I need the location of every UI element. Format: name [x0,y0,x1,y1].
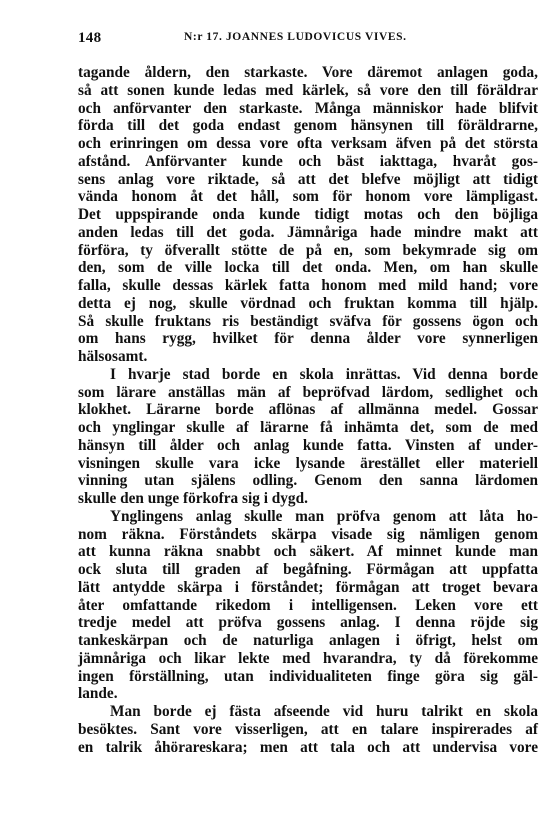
text-line: förföra, ty öfverallt stötte de på en, som bekymrade sig om [78,241,538,259]
running-title: N:r 17. JOANNES LUDOVICUS VIVES. [184,31,407,43]
text-line: en talrik åhörareskara; men att tala och att undervisa vore [78,738,538,756]
text-line: Man borde ej fästa afseende vid huru talrikt en skola [110,703,538,720]
text-line: klokhet. Lärarne borde aflönas af allmänna medel. Gossar [78,401,538,419]
text-line: lätt antydde skärpa i förståndet; förmågan att troget bevara [78,578,538,596]
text-line: skulle den unge förkofra sig i dygd. [78,490,308,507]
text-line: hälsosamt. [78,348,148,365]
text-line: tredje medel att pröfva gossens anlag. I denna röjde sig [78,614,538,632]
text-line: vända honom åt det håll, som för honom vore lämpligast. [78,188,538,206]
text-line: om hans rygg, hvilket för denna ålder vore synnerligen [78,330,538,348]
text-line: besöktes. Sant vore visserligen, att en talare inspirerades af [78,720,538,738]
text-line: sens anlag vore riktade, så att det blefve möjligt att tidigt [78,170,538,188]
text-line: nom räkna. Förståndets skärpa visade sig nämligen genom [78,525,538,543]
paragraph [78,64,538,366]
text-line: I hvarje stad borde en skola inrättas. Vid denna borde [110,365,538,383]
text-line: och anförvanter den starkaste. Många människor hade blifvit [78,99,538,117]
text-line: ingen förställning, utan individualiteten finge göra sig gäl- [78,667,538,685]
paragraph [78,703,538,756]
book-page [78,30,538,756]
text-line: förda till det goda endast genom hänsynen till föräldrarne, [78,117,538,135]
text-line: Det uppspirande onda kunde tidigt motas och den böjliga [78,206,538,223]
text-line: tankeskärpan och de naturliga anlagen i öfrigt, helst om [78,632,538,649]
text-line: lande. [78,685,118,703]
text-line: att kunna räkna snabbt och säkert. Af minnet kunde man [78,543,538,561]
text-line: Ynglingens anlag skulle man pröfva genom att låta ho- [110,507,538,525]
text-line: tagande åldern, den starkaste. Vore däremot anlagen goda, [78,64,538,81]
text-line: falla, skulle dessas kärlek fatta honom med mild hand; vore [78,277,538,294]
text-line: och erinringen om dessa vore ofta verksam äfven på det största [78,135,538,152]
text-line: detta ej nog, skulle vördnad och fruktan komma till hjälp. [78,294,538,312]
running-head [78,30,538,52]
page-number: 148 [78,30,102,46]
text-line: vinning utan själens odling. Genom den sanna lärdomen [78,472,538,490]
text-line: visningen skulle vara icke lysande ärestället eller materiell [78,454,538,472]
text-line: den, som de ville locka till det onda. Men, om han skulle [78,259,538,277]
text-line: Så skulle fruktans ris beständigt sväfva för gossens ögon och [78,312,538,330]
text-line: jämnåriga och likar lekte med hvarandra, ty då förekomme [78,649,538,667]
text-line: hänsyn till ålder och anlag kunde fatta. Vinsten af under- [78,436,538,454]
paragraph [78,508,538,703]
text-line: som lärare anställas män af bepröfvad lärdom, sedlighet och [78,383,538,401]
text-line: ock sluta till graden af begåfning. Förmågan att uppfatta [78,561,538,578]
text-line: och ynglingar skulle af lärarne få inhämta det, som de med [78,419,538,436]
paragraph [78,366,538,508]
text-line: så att sonen kunde ledas med kärlek, så vore den till föräldrar [78,81,538,99]
text-line: åter omfattande rikedom i intelligensen. Leken vore ett [78,596,538,614]
text-line: anden ledas till det goda. Jämnåriga hade mindre makt att [78,223,538,241]
text-line: afstånd. Anförvanter kunde och bäst iakttaga, hvaråt gos- [78,152,538,170]
body-text [78,64,538,756]
